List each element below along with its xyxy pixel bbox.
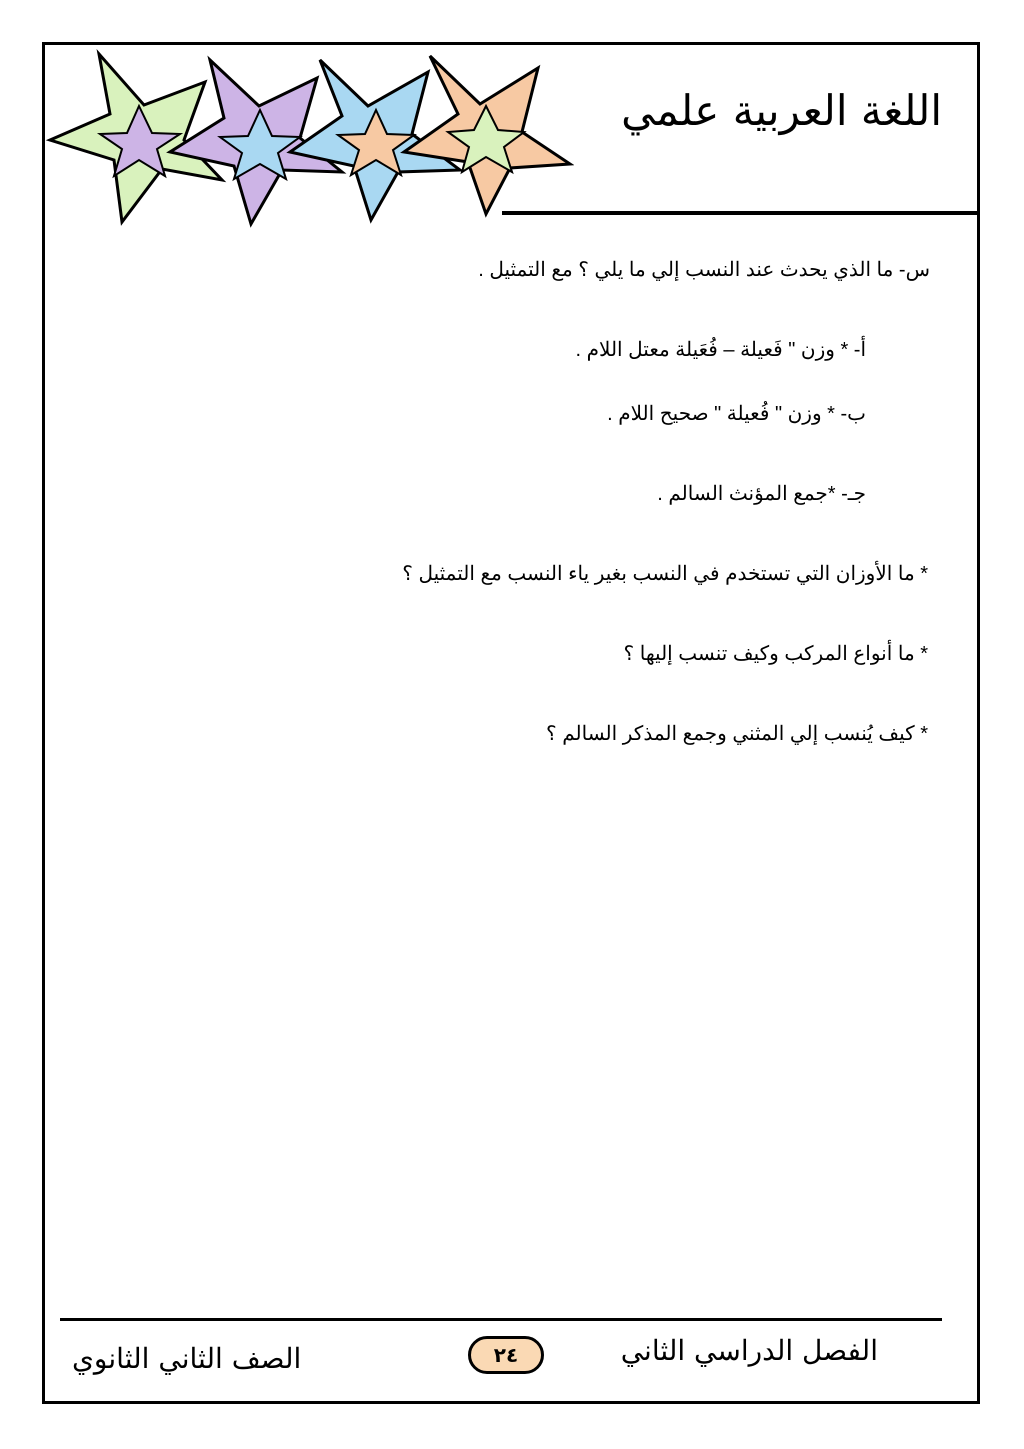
page-title: اللغة العربية علمي xyxy=(621,86,942,135)
footer-divider xyxy=(60,1318,942,1321)
page-number-badge xyxy=(468,1336,544,1374)
page-number: ٢٤ xyxy=(493,1343,519,1367)
footer-semester: الفصل الدراسي الثاني xyxy=(620,1334,878,1367)
question-compound: * ما أنواع المركب وكيف تنسب إليها ؟ xyxy=(623,643,928,665)
question-item-b: ب- * وزن " فُعيلة " صحيح اللام . xyxy=(607,403,866,425)
stars-decoration xyxy=(44,48,574,228)
question-item-a: أ- * وزن " فَعيلة – فُعَيلة معتل اللام . xyxy=(575,339,866,361)
footer-grade: الصف الثاني الثانوي xyxy=(72,1342,302,1375)
question-item-c: جـ- *جمع المؤنث السالم . xyxy=(657,483,866,505)
star-icon-orange xyxy=(404,56,570,214)
question-main: س- ما الذي يحدث عند النسب إلي ما يلي ؟ مع التمثيل . xyxy=(478,259,930,281)
question-weights: * ما الأوزان التي تستخدم في النسب بغير ياء النسب مع التمثيل ؟ xyxy=(402,563,928,585)
question-dual: * كيف يُنسب إلي المثني وجمع المذكر السالم ؟ xyxy=(546,723,928,745)
header-divider xyxy=(502,211,978,215)
